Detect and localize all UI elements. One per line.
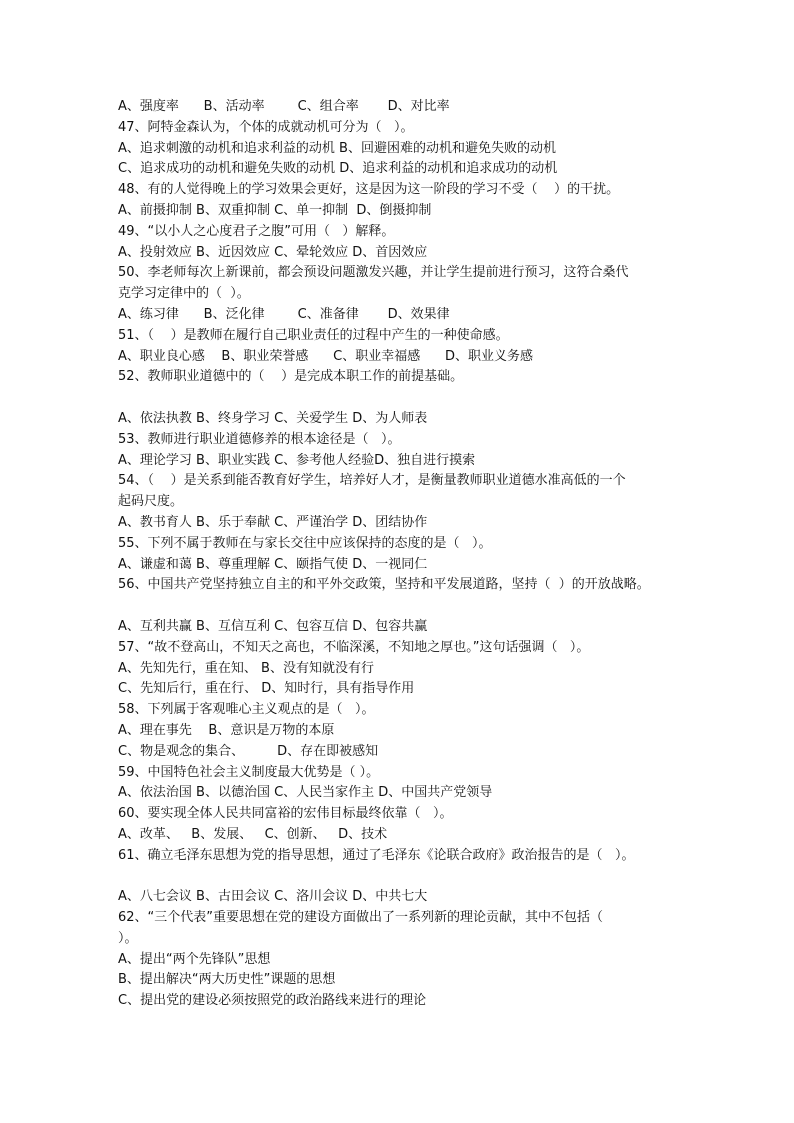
text-line: A、理在事先 B、意识是万物的本原 (118, 722, 335, 738)
blank-line (118, 866, 718, 887)
text-line: A、前摄抑制 B、双重抑制 C、单一抑制 D、倒摄抑制 (118, 202, 432, 218)
question-52: 52、教师职业道德中的（ ）是完成本职工作的前提基础。 (118, 369, 464, 385)
question-58: 58、下列属于客观唯心主义观点的是（ ）。 (118, 702, 375, 718)
text-line: C、追求成功的动机和避免失败的动机 D、追求利益的动机和追求成功的动机 (118, 161, 558, 177)
text-line: C、先知后行，重在行、 D、知时行，具有指导作用 (118, 681, 415, 697)
question-61: 61、确立毛泽东思想为党的指导思想，通过了毛泽东《论联合政府》政治报告的是（ ）。 (118, 847, 635, 863)
text-line: A、提出“两个先锋队”思想 (118, 951, 271, 967)
text-line: A、先知先行，重在知、 B、没有知就没有行 (118, 660, 374, 676)
text-line: C、物是观念的集合、 D、存在即被感知 (118, 743, 379, 759)
question-60: 60、要实现全体人民共同富裕的宏伟目标最终依靠（ ）。 (118, 806, 453, 822)
question-54: 54、（ ）是关系到能否教育好学生，培养好人才，是衡量教师职业道德水准高低的一个 (118, 473, 626, 489)
text-line: A、练习律 B、泛化律 C、准备律 D、效果律 (118, 306, 450, 322)
question-50: 50、李老师每次上新课前，都会预设问题激发兴趣，并让学生提前进行预习，这符合桑代 (118, 265, 629, 281)
text-line: ）。 (118, 930, 138, 946)
question-59: 59、中国特色社会主义制度最大优势是（ ）。 (118, 764, 380, 780)
text-line: A、职业良心感 B、职业荣誉感 C、职业幸福感 D、职业义务感 (118, 348, 534, 364)
question-55: 55、下列不属于教师在与家长交往中应该保持的态度的是（ ）。 (118, 535, 492, 551)
text-line: A、强度率 B、活动率 C、组合率 D、对比率 (118, 99, 450, 114)
text-line: A、依法执教 B、终身学习 C、关爱学生 D、为人师表 (118, 410, 428, 426)
question-53: 53、教师进行职业道德修养的根本途径是（ ）。 (118, 431, 401, 447)
text-line: A、八七会议 B、古田会议 C、洛川会议 D、中共七大 (118, 889, 428, 905)
text-line: A、投射效应 B、近因效应 C、晕轮效应 D、首因效应 (118, 244, 428, 260)
question-51: 51、（ ）是教师在履行自己职业责任的过程中产生的一种使命感。 (118, 327, 509, 343)
question-56: 56、中国共产党坚持独立自主的和平外交政策，坚持和平发展道路，坚持（ ）的开放战略。 (118, 577, 650, 593)
blank-line (118, 596, 718, 617)
text-line: A、依法治国 B、以德治国 C、人民当家作主 D、中国共产党领导 (118, 785, 493, 801)
text-line: A、教书育人 B、乐于奉献 C、严谨治学 D、团结协作 (118, 514, 428, 530)
text-line: 起码尺度。 (118, 494, 184, 510)
question-47: 47、阿特金森认为，个体的成就动机可分为（ ）。 (118, 119, 414, 135)
document-page (118, 97, 718, 1012)
text-line: A、追求刺激的动机和追求利益的动机 B、回避困难的动机和避免失败的动机 (118, 140, 556, 156)
question-48: 48、有的人觉得晚上的学习效果会更好，这是因为这一阶段的学习不受（ ）的干扰。 (118, 182, 620, 198)
question-49: 49、“以小人之心度君子之腹”可用（ ）解释。 (118, 223, 395, 239)
text-line: A、理论学习 B、职业实践 C、参考他人经验D、独自进行摸索 (118, 452, 476, 468)
text-line: A、互利共赢 B、互信互利 C、包容互信 D、包容共赢 (118, 618, 428, 634)
question-57: 57、“故不登高山，不知天之高也，不临深溪，不知地之厚也。”这句话强调（ ）。 (118, 639, 590, 655)
text-line: C、提出党的建设必须按照党的政治路线来进行的理论 (118, 993, 427, 1009)
blank-line (118, 388, 718, 409)
question-62: 62、“三个代表”重要思想在党的建设方面做出了一系列新的理论贡献，其中不包括（ (118, 910, 604, 926)
text-line: A、改革、 B、发展、 C、创新、 D、技术 (118, 826, 388, 842)
text-line: B、提出解决“两大历史性”课题的思想 (118, 972, 336, 988)
text-line: A、谦虚和蔼 B、尊重理解 C、颐指气使 D、一视同仁 (118, 556, 428, 572)
text-line: 克学习定律中的（ ）。 (118, 286, 250, 302)
